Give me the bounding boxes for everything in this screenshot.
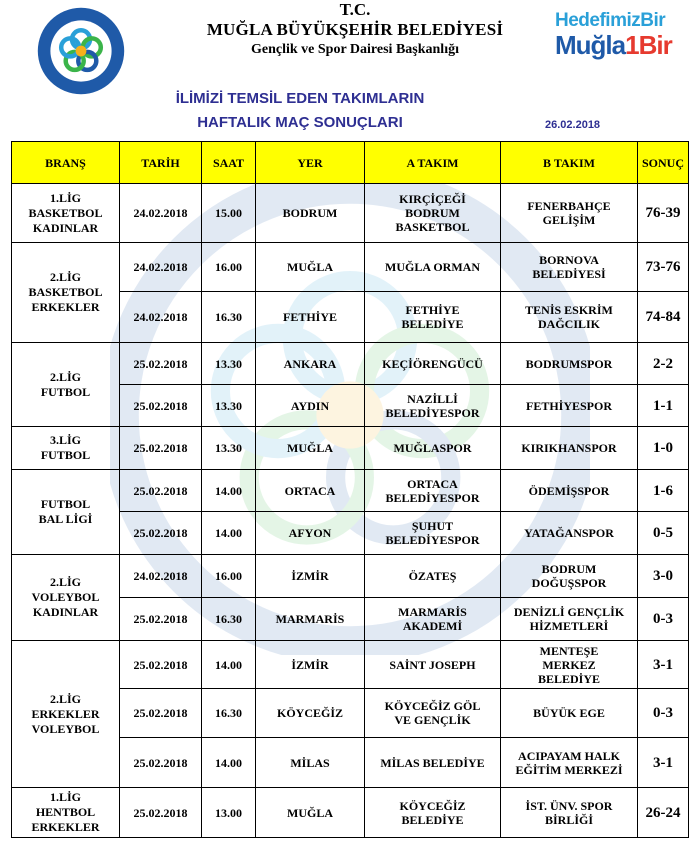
column-header-team-b: B TAKIM <box>501 142 638 184</box>
team-name-line: YATAĞANSPOR <box>524 526 614 540</box>
column-header-score: SONUÇ <box>638 142 689 184</box>
team-name-line: DOĞUŞSPOR <box>531 576 607 590</box>
team-b-cell <box>501 385 638 427</box>
team-name-line: MARMARİS <box>398 605 467 619</box>
match-date-cell: 25.02.2018 <box>120 512 202 555</box>
branch-line: 2.LİG <box>49 270 81 284</box>
team-name-line: KÖYCEĞİZ GÖL <box>384 699 481 713</box>
page-title-line1: İLİMİZİ TEMSİL EDEN TAKIMLARIN <box>175 90 425 107</box>
team-a-cell <box>365 512 501 555</box>
team-a-cell <box>365 343 501 385</box>
team-a-cell <box>365 427 501 470</box>
match-date-cell: 25.02.2018 <box>120 598 202 641</box>
team-a-cell <box>365 470 501 512</box>
team-name-line: FETHİYESPOR <box>525 398 612 413</box>
branch-cell <box>12 788 120 838</box>
score-cell: 3-1 <box>638 641 689 689</box>
branch-line: VOLEYBOL <box>31 721 100 736</box>
team-name-line: ÖZATEŞ <box>408 569 457 583</box>
match-date-cell: 25.02.2018 <box>120 788 202 838</box>
branch-line: 1.LİG <box>49 790 81 804</box>
match-date-cell: 25.02.2018 <box>120 470 202 512</box>
match-time-cell: 16.30 <box>202 598 256 641</box>
branch-cell <box>12 555 120 641</box>
team-b-cell <box>501 292 638 343</box>
team-name-line: GELİŞİM <box>542 213 596 227</box>
branch-line: KADINLAR <box>32 220 99 235</box>
match-date-cell: 24.02.2018 <box>120 184 202 243</box>
municipality-name: MUĞLA BÜYÜKŞEHİR BELEDİYESİ <box>206 20 504 39</box>
match-time-cell: 13.30 <box>202 427 256 470</box>
branch-line: HENTBOL <box>35 805 96 819</box>
score-cell: 1-6 <box>638 470 689 512</box>
branch-line: BAL LİGİ <box>38 512 93 526</box>
table-row <box>12 470 689 512</box>
table-row <box>12 184 689 243</box>
score-cell: 74-84 <box>638 292 689 343</box>
team-name-line: MUĞLASPOR <box>393 441 472 455</box>
branch-cell <box>12 470 120 555</box>
team-a-cell <box>365 184 501 243</box>
team-a-cell <box>365 555 501 598</box>
team-b-cell <box>501 738 638 788</box>
branch-line: 2.LİG <box>49 369 81 384</box>
team-name-line: BODRUM <box>541 562 597 576</box>
branch-line: FUTBOL <box>40 497 91 511</box>
team-name-line: MUĞLA ORMAN <box>385 260 480 274</box>
report-date: 26.02.2018 <box>545 119 601 131</box>
team-a-cell <box>365 292 501 343</box>
match-date-cell: 25.02.2018 <box>120 385 202 427</box>
match-place-cell: AYDIN <box>256 385 365 427</box>
table-row <box>12 788 689 838</box>
match-place-cell: İZMİR <box>256 555 365 598</box>
score-cell: 0-3 <box>638 689 689 738</box>
branch-line: ERKEKLER <box>31 300 100 314</box>
match-place-cell: MUĞLA <box>256 788 365 838</box>
team-name-line: FENERBAHÇE <box>527 199 611 213</box>
team-name-line: TENİS ESKRİM <box>525 303 613 317</box>
score-cell: 3-0 <box>638 555 689 598</box>
slogan-line1: HedefimizBir <box>555 10 666 31</box>
team-name-line: BASKETBOL <box>395 220 470 234</box>
team-name-line: ORTACA <box>407 476 458 491</box>
match-place-cell: ORTACA <box>256 470 365 512</box>
team-name-line: BELEDİYESİ <box>532 267 606 281</box>
branch-line: 3.LİG <box>49 433 81 447</box>
team-name-line: FETHİYE <box>405 303 460 317</box>
branch-line: VOLEYBOL <box>31 590 100 604</box>
team-b-cell <box>501 598 638 641</box>
team-a-cell <box>365 243 501 292</box>
team-name-line: MERKEZ <box>542 657 596 672</box>
match-place-cell: MARMARİS <box>256 598 365 641</box>
table-row <box>12 555 689 598</box>
team-b-cell <box>501 427 638 470</box>
match-date-cell: 25.02.2018 <box>120 641 202 689</box>
branch-line: 2.LİG <box>49 691 81 706</box>
team-a-cell <box>365 738 501 788</box>
match-place-cell: AFYON <box>256 512 365 555</box>
team-name-line: VE GENÇLİK <box>394 713 471 727</box>
match-place-cell: MİLAS <box>256 738 365 788</box>
team-b-cell <box>501 470 638 512</box>
match-date-cell: 25.02.2018 <box>120 738 202 788</box>
branch-cell <box>12 427 120 470</box>
match-time-cell: 13.30 <box>202 343 256 385</box>
team-b-cell <box>501 689 638 738</box>
branch-line: ERKEKLER <box>31 706 100 721</box>
match-time-cell: 16.00 <box>202 243 256 292</box>
match-date-cell: 25.02.2018 <box>120 689 202 738</box>
team-a-cell <box>365 788 501 838</box>
score-cell: 73-76 <box>638 243 689 292</box>
match-place-cell: BODRUM <box>256 184 365 243</box>
slogan-logo <box>555 10 685 61</box>
team-a-cell <box>365 598 501 641</box>
page-title-line2: HAFTALIK MAÇ SONUÇLARI <box>197 114 403 131</box>
results-body <box>12 184 689 838</box>
team-name-line: KIRIKHANSPOR <box>521 441 617 455</box>
slogan-one: 1 <box>625 30 639 60</box>
team-b-cell <box>501 243 638 292</box>
slogan-mugla: Muğla <box>555 30 626 60</box>
team-a-cell <box>365 689 501 738</box>
table-row <box>12 343 689 385</box>
match-date-cell: 24.02.2018 <box>120 555 202 598</box>
team-b-cell <box>501 184 638 243</box>
match-time-cell: 14.00 <box>202 738 256 788</box>
team-name-line: BELEDİYE <box>401 812 464 827</box>
team-b-cell <box>501 788 638 838</box>
team-name-line: NAZİLLİ <box>407 391 458 406</box>
match-time-cell: 16.00 <box>202 555 256 598</box>
team-a-cell <box>365 641 501 689</box>
score-cell: 1-1 <box>638 385 689 427</box>
branch-line: FUTBOL <box>40 384 91 399</box>
results-table <box>11 141 689 838</box>
municipality-seal-icon <box>36 6 126 96</box>
team-b-cell <box>501 512 638 555</box>
team-name-line: MENTEŞE <box>539 643 599 658</box>
match-place-cell: ANKARA <box>256 343 365 385</box>
column-header-date: TARİH <box>120 142 202 184</box>
team-name-line: KEÇİÖRENGÜCÜ <box>382 356 483 371</box>
team-name-line: ÖDEMİŞSPOR <box>528 483 610 498</box>
team-b-cell <box>501 555 638 598</box>
team-name-line: İST. ÜNV. SPOR <box>525 798 613 813</box>
branch-cell <box>12 243 120 343</box>
branch-cell <box>12 343 120 427</box>
team-name-line: KIRÇİÇEĞİ <box>399 192 466 206</box>
column-header-place: YER <box>256 142 365 184</box>
table-row <box>12 427 689 470</box>
match-place-cell: MUĞLA <box>256 427 365 470</box>
match-date-cell: 25.02.2018 <box>120 427 202 470</box>
team-name-line: DENİZLİ GENÇLİK <box>513 605 625 619</box>
table-header-row <box>12 142 689 184</box>
team-name-line: HİZMETLERİ <box>529 619 609 633</box>
column-header-branch: BRANŞ <box>12 142 120 184</box>
slogan-line2 <box>555 30 685 61</box>
team-name-line: SAİNT JOSEPH <box>389 657 476 672</box>
match-time-cell: 14.00 <box>202 512 256 555</box>
branch-line: FUTBOL <box>40 448 91 462</box>
match-time-cell: 13.30 <box>202 385 256 427</box>
team-name-line: BELEDİYESPOR <box>385 405 480 420</box>
team-name-line: BORNOVA <box>539 253 599 267</box>
team-b-cell <box>501 343 638 385</box>
table-row <box>12 243 689 292</box>
team-name-line: ŞUHUT <box>411 519 454 533</box>
team-name-line: BELEDİYE <box>537 671 601 686</box>
team-name-line: BODRUMSPOR <box>525 356 613 371</box>
team-name-line: BODRUM <box>405 206 460 220</box>
match-time-cell: 13.00 <box>202 788 256 838</box>
slogan-bir: Bir <box>638 30 672 60</box>
team-b-cell <box>501 641 638 689</box>
branch-line: BASKETBOL <box>28 285 103 299</box>
score-cell: 76-39 <box>638 184 689 243</box>
branch-line: KADINLAR <box>32 605 99 619</box>
match-time-cell: 15.00 <box>202 184 256 243</box>
table-row <box>12 641 689 689</box>
match-time-cell: 16.30 <box>202 689 256 738</box>
match-time-cell: 14.00 <box>202 470 256 512</box>
score-cell: 3-1 <box>638 738 689 788</box>
match-place-cell: İZMİR <box>256 641 365 689</box>
match-place-cell: FETHİYE <box>256 292 365 343</box>
score-cell: 0-3 <box>638 598 689 641</box>
branch-cell <box>12 184 120 243</box>
team-name-line: MİLAS BELEDİYE <box>380 755 485 770</box>
tc-label: T.C. <box>339 0 371 19</box>
team-name-line: DAĞCILIK <box>537 317 600 331</box>
team-name-line: BÜYÜK EGE <box>533 706 605 720</box>
department-name: Gençlik ve Spor Dairesi Başkanlığı <box>251 42 459 57</box>
match-time-cell: 14.00 <box>202 641 256 689</box>
match-place-cell: KÖYCEĞİZ <box>256 689 365 738</box>
team-name-line: BELEDİYESPOR <box>385 490 480 505</box>
match-time-cell: 16.30 <box>202 292 256 343</box>
match-date-cell: 25.02.2018 <box>120 343 202 385</box>
match-place-cell: MUĞLA <box>256 243 365 292</box>
team-name-line: AKADEMİ <box>402 619 463 633</box>
branch-line: 2.LİG <box>49 575 81 589</box>
score-cell: 26-24 <box>638 788 689 838</box>
column-header-team-a: A TAKIM <box>365 142 501 184</box>
team-name-line: BİRLİĞİ <box>544 812 594 827</box>
score-cell: 0-5 <box>638 512 689 555</box>
branch-cell <box>12 641 120 788</box>
match-date-cell: 24.02.2018 <box>120 292 202 343</box>
branch-line: ERKEKLER <box>31 820 100 834</box>
match-date-cell: 24.02.2018 <box>120 243 202 292</box>
team-name-line: ACIPAYAM HALK <box>518 748 620 763</box>
branch-line: BASKETBOL <box>28 205 103 220</box>
column-header-time: SAAT <box>202 142 256 184</box>
team-name-line: KÖYCEĞİZ <box>399 798 466 813</box>
team-name-line: BELEDİYE <box>401 317 464 331</box>
branch-line: 1.LİG <box>49 190 81 205</box>
team-name-line: BELEDİYESPOR <box>385 533 480 547</box>
team-name-line: EĞİTİM MERKEZİ <box>515 762 623 777</box>
team-a-cell <box>365 385 501 427</box>
score-cell: 1-0 <box>638 427 689 470</box>
score-cell: 2-2 <box>638 343 689 385</box>
